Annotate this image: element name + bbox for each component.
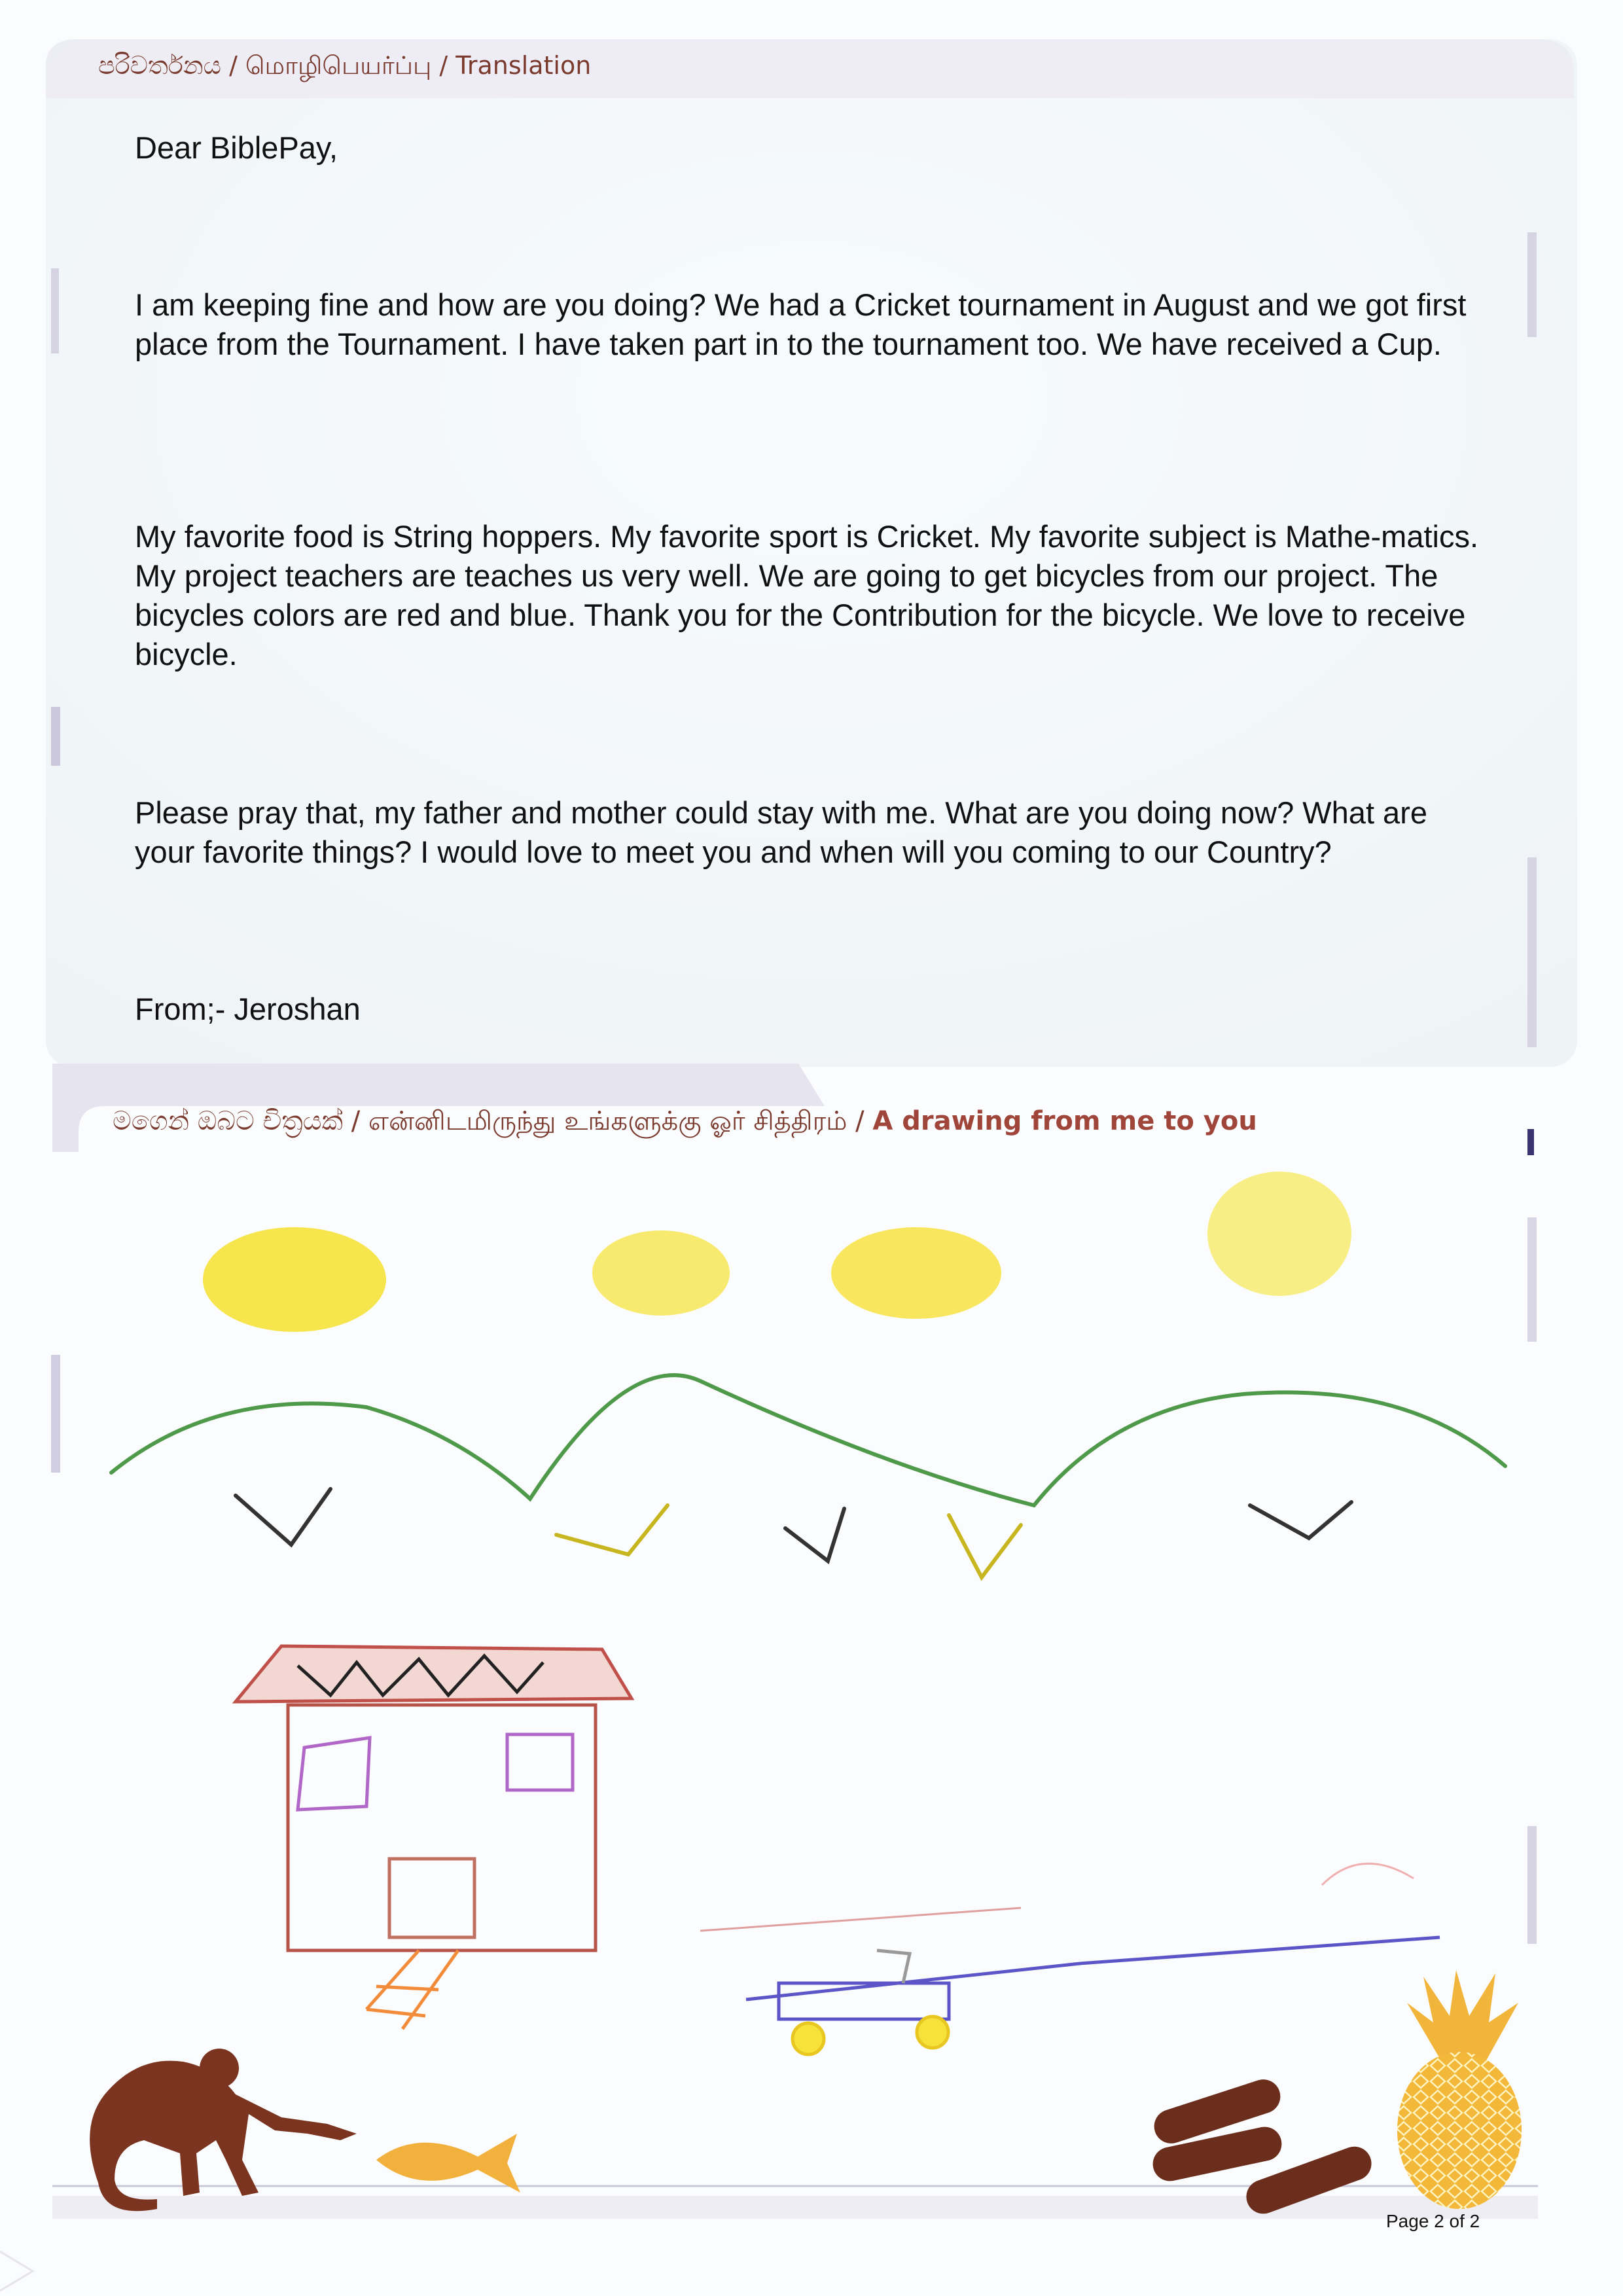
letter-paragraph-2: My favorite food is String hoppers. My favorite sport is Cricket. My favorite subject is Mathe-matics. My project teachers are teaches us very well. We are going to get bicycles from our project. The bicycles colors are red and blue. Thank you for the Contribution for the bicycle. We love to receive bicycle. (135, 519, 1479, 672)
letter-signoff: From;- Jeroshan (135, 992, 361, 1026)
drawing-header-sinhala: මගෙන් ඔබට චිත්‍රයක් (113, 1106, 343, 1136)
page-number: Page 2 of 2 (1386, 2211, 1480, 2231)
translation-header: පරිවර්තනය / மொழிபெயர்ப்பு / Translation (98, 51, 592, 80)
letter-paragraph-3: Please pray that, my father and mother could stay with me. What are you doing now? What are your favorite things? I would love to meet you and when will you coming to our Country? (135, 795, 1427, 869)
drawing-header-tamil: என்னிடமிருந்து உங்களுக்கு ஓர் சித்திரம் (368, 1106, 847, 1136)
translation-header-english: Translation (455, 51, 592, 80)
drawing-header-english: A drawing from me to you (872, 1106, 1257, 1136)
letter-salutation: Dear BiblePay, (135, 130, 338, 165)
translation-header-sinhala: පරිවර්තනය (98, 51, 221, 80)
letter-paragraph-1: I am keeping fine and how are you doing? We had a Cricket tournament in August and we got first place from the Tournament. I have taken part in to the tournament too. We have received a Cup. (135, 287, 1467, 361)
translation-header-tamil: மொழிபெயர்ப்பு (245, 51, 432, 80)
drawing-header: මගෙන් ඔබට චිත්‍රයක් / என்னிடமிருந்து உங்களுக்கு ஓர் சித்திரம் / A drawing from me to you (113, 1106, 1257, 1136)
